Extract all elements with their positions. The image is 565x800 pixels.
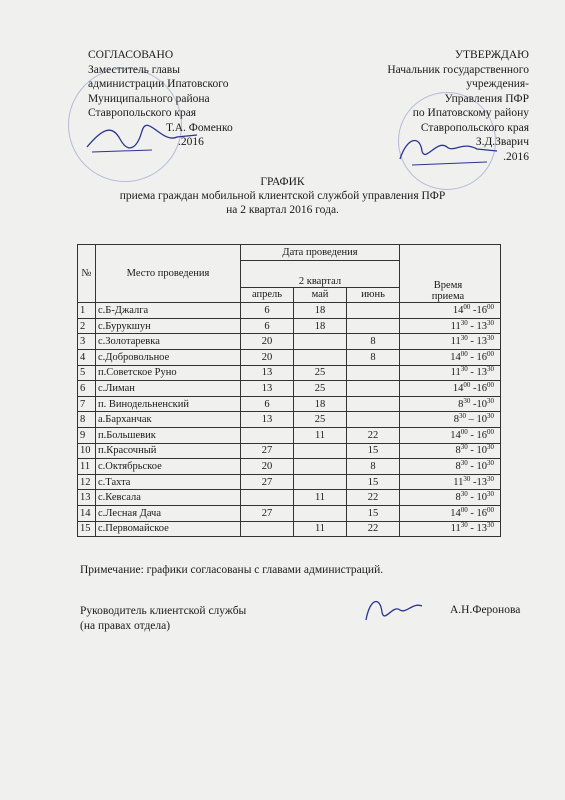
document-subtitle-1: приема граждан мобильной клиентской службой управления ПФР xyxy=(119,190,446,202)
approval-right-line: Управления ПФР xyxy=(444,92,529,105)
row-place: с.Первомайское xyxy=(96,521,241,537)
approval-left-date: .2016 xyxy=(178,136,204,148)
row-time: $8^{30} - 10^{30}$ xyxy=(400,490,501,506)
row-may: 25 xyxy=(294,365,347,381)
col-header-may: май xyxy=(294,287,347,303)
row-june: 8 xyxy=(347,334,400,350)
row-may: 18 xyxy=(294,396,347,412)
row-june xyxy=(347,381,400,397)
row-may xyxy=(294,459,347,475)
col-header-april: апрель xyxy=(241,287,294,303)
row-place: п.Красочный xyxy=(96,443,241,459)
handwritten-signature-right xyxy=(392,129,502,169)
table-row xyxy=(78,334,501,350)
row-number: 12 xyxy=(78,474,96,490)
row-time: $8^{30}$ $-10^{30}$ xyxy=(400,396,501,412)
footer-position: Руководитель клиентской службы (на правах отдела) xyxy=(80,605,247,632)
approve-heading: УТВЕРЖДАЮ xyxy=(454,49,529,61)
col-header-time: Время приема xyxy=(400,245,501,303)
row-place: с.Б-Джалга xyxy=(96,303,241,319)
row-april xyxy=(241,521,294,537)
row-place: п.Большевик xyxy=(96,427,241,443)
approval-left-line: администрации Ипатовского xyxy=(88,78,229,90)
row-time: $14^{00} - 16^{00}$ xyxy=(400,505,501,521)
row-may xyxy=(294,443,347,459)
row-may xyxy=(294,349,347,365)
handwritten-signature-left xyxy=(82,119,202,157)
row-number: 1 xyxy=(78,303,96,319)
approval-left-line: Муниципального района xyxy=(88,92,210,105)
table-row xyxy=(78,412,501,428)
row-june: 15 xyxy=(347,443,400,459)
row-april: 20 xyxy=(241,459,294,475)
row-june xyxy=(347,412,400,428)
row-june: 22 xyxy=(347,490,400,506)
row-april: 20 xyxy=(241,349,294,365)
row-time: $11^{30} - 13^{30}$ xyxy=(400,318,501,334)
row-april: 6 xyxy=(241,318,294,334)
row-number: 13 xyxy=(78,490,96,506)
table-row xyxy=(78,505,501,521)
table-row xyxy=(78,427,501,443)
approval-left-signatory: Т.А. Фоменко xyxy=(166,121,233,134)
schedule-table xyxy=(77,244,501,537)
table-row xyxy=(78,303,501,319)
row-place: с.Бурукшун xyxy=(96,318,241,334)
row-june xyxy=(347,396,400,412)
approval-right-line: по Ипатовскому району xyxy=(412,107,529,119)
row-time: $14^{00} - 16^{00}$ xyxy=(400,349,501,365)
row-may xyxy=(294,474,347,490)
table-row xyxy=(78,365,501,381)
table-row xyxy=(78,443,501,459)
row-place: п.Советское Руно xyxy=(96,365,241,381)
row-june xyxy=(347,303,400,319)
row-number: 11 xyxy=(78,459,96,475)
approval-left-line: Заместитель главы xyxy=(88,63,180,76)
row-june: 15 xyxy=(347,474,400,490)
row-number: 15 xyxy=(78,521,96,537)
row-april: 27 xyxy=(241,443,294,459)
table-row xyxy=(78,396,501,412)
row-time: $11^{30} - 13^{30}$ xyxy=(400,365,501,381)
row-june: 22 xyxy=(347,521,400,537)
row-may: 11 xyxy=(294,490,347,506)
row-time: $8^{30} - 10^{30}$ xyxy=(400,412,501,428)
row-june: 15 xyxy=(347,505,400,521)
row-may: 18 xyxy=(294,303,347,319)
row-place: с.Лесная Дача xyxy=(96,505,241,521)
approval-right-date: .2016 xyxy=(503,150,529,163)
row-may xyxy=(294,505,347,521)
row-place: п. Винодельненский xyxy=(96,396,241,412)
table-row xyxy=(78,318,501,334)
table-row xyxy=(78,521,501,537)
row-may: 11 xyxy=(294,427,347,443)
row-place: с.Золотаревка xyxy=(96,334,241,350)
row-may xyxy=(294,334,347,350)
row-april: 20 xyxy=(241,334,294,350)
row-number: 6 xyxy=(78,381,96,397)
approval-right-line: Ставропольского края xyxy=(420,121,529,134)
row-number: 9 xyxy=(78,427,96,443)
row-place: с.Кевсала xyxy=(96,490,241,506)
col-header-june: июнь xyxy=(347,287,400,303)
row-june: 8 xyxy=(347,459,400,475)
row-april: 27 xyxy=(241,474,294,490)
approval-right-line: Начальник государственного xyxy=(387,63,529,76)
table-row xyxy=(78,474,501,490)
table-row xyxy=(78,490,501,506)
row-time: $8^{30} - 10^{30}$ xyxy=(400,459,501,475)
table-row xyxy=(78,349,501,365)
row-number: 3 xyxy=(78,334,96,350)
row-april xyxy=(241,427,294,443)
col-header-date: Дата проведения xyxy=(241,245,400,261)
document-title: ГРАФИК xyxy=(260,176,305,188)
row-june xyxy=(347,365,400,381)
approval-right-line: учреждения- xyxy=(466,78,529,90)
handwritten-signature-footer xyxy=(358,592,428,630)
row-april xyxy=(241,490,294,506)
approval-left-line: Ставропольского края xyxy=(88,107,197,119)
col-header-place: Место проведения xyxy=(96,245,241,303)
table-row xyxy=(78,459,501,475)
note-text: Примечание: графики согласованы с главами администраций. xyxy=(80,564,384,576)
row-april: 6 xyxy=(241,303,294,319)
row-number: 7 xyxy=(78,396,96,412)
row-time: $11^{30}$ $-13^{30}$ xyxy=(400,474,501,490)
row-june: 22 xyxy=(347,427,400,443)
row-time: $11^{30} - 13^{30}$ xyxy=(400,334,501,350)
row-time: $8^{30} - 10^{30}$ xyxy=(400,443,501,459)
row-place: а.Барханчак xyxy=(96,412,241,428)
approved-heading: СОГЛАСОВАНО xyxy=(88,49,174,61)
row-april: 13 xyxy=(241,381,294,397)
row-april: 13 xyxy=(241,365,294,381)
row-number: 14 xyxy=(78,505,96,521)
col-header-number: № xyxy=(78,245,96,303)
row-time: $11^{30} - 13^{30}$ xyxy=(400,521,501,537)
row-number: 5 xyxy=(78,365,96,381)
row-april: 13 xyxy=(241,412,294,428)
row-number: 10 xyxy=(78,443,96,459)
row-time: $14^{00}$ $-16^{00}$ xyxy=(400,381,501,397)
row-june xyxy=(347,318,400,334)
row-may: 18 xyxy=(294,318,347,334)
row-number: 8 xyxy=(78,412,96,428)
row-may: 25 xyxy=(294,381,347,397)
document-subtitle-2: на 2 квартал 2016 года. xyxy=(226,204,339,216)
row-place: с.Октябрьское xyxy=(96,459,241,475)
row-may: 11 xyxy=(294,521,347,537)
row-time: $14^{00} - 16^{00}$ xyxy=(400,427,501,443)
table-row xyxy=(78,381,501,397)
row-april: 27 xyxy=(241,505,294,521)
footer-name: А.Н.Феронова xyxy=(450,604,521,616)
row-may: 25 xyxy=(294,412,347,428)
row-june: 8 xyxy=(347,349,400,365)
row-number: 2 xyxy=(78,318,96,334)
row-time: $14^{00}$ $-16^{00}$ xyxy=(400,303,501,319)
row-april: 6 xyxy=(241,396,294,412)
row-place: с.Лиман xyxy=(96,381,241,397)
row-number: 4 xyxy=(78,349,96,365)
approval-right-signatory: З.Д.Зварич xyxy=(475,136,529,148)
col-header-quarter: 2 квартал xyxy=(241,260,400,287)
row-place: с.Тахта xyxy=(96,474,241,490)
row-place: с.Добровольное xyxy=(96,349,241,365)
